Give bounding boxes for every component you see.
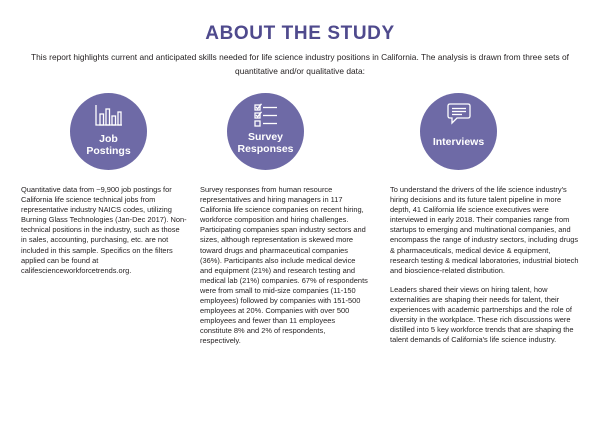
- survey-responses-label-line2: Responses: [237, 143, 294, 155]
- interviews-text: [390, 185, 580, 345]
- job-postings-badge: [70, 93, 147, 170]
- survey-responses-badge: [227, 93, 304, 170]
- speech-bubble-icon: [447, 103, 471, 125]
- bar-chart-icon: [95, 104, 123, 126]
- job-postings-label-line1: Job: [99, 133, 118, 145]
- survey-responses-text: [200, 185, 368, 347]
- interviews-paragraph-1: To understand the drivers of the life science industry's hiring decisions and its future talent pipeline in more depth, 41 California life science executives were interviewed in early 2018. Their companies range from startups to emerging and multinational companies, and encompass the range of industry sectors, including drugs & pharmaceuticals, medical device & equipment, research testing & medical laboratories, industrial biotech and bioscience-related distribution.: [390, 185, 579, 275]
- job-postings-text: [21, 185, 187, 276]
- page-title: ABOUT THE STUDY: [205, 23, 395, 44]
- survey-responses-paragraph: Survey responses from human resource representatives and hiring managers in 117 California life science companies on recent hiring, workforce composition and hiring challenges. Participating companies span industry sectors and sizes, although representation is skewed more toward drugs and pharmaceutical companies (36%). Participants also include medical device and equipment (21%) and research testing and medical lab (21%) companies. 67% of respondents were from small to mid-size companies (11-150 employees) followed by companies with 151-500 employees at 20%. Companies with over 500 employees and fewer than 11 employees constitute 8% and 2% of respondents, respectively.: [200, 185, 368, 346]
- checklist-icon: [254, 103, 278, 128]
- job-postings-label-line2: Postings: [86, 145, 131, 157]
- interviews-paragraph-2: Leaders shared their views on hiring talent, how externalities are shaping their needs for talent, their experiences with academic partnerships and the role of diversity in the workplace. These rich discussions were distilled into 5 key workforce trends that are shaping the talent demands of California's life science industry.: [390, 284, 574, 345]
- job-postings-paragraph: Quantitative data from ~9,900 job postings for California life science technical jobs from representative industry NAICS codes, utilizing Burning Glass Technologies (Jan-Dec 2017). Non-technical positions in the industry, such as those in sales, accounting, purchasing, etc. are not included in this sample. Specifics on the filters applied can be found at califescienceworkforcetrends.org.: [21, 185, 187, 275]
- intro-text: This report highlights current and anticipated skills needed for life science industry positions in California. The analysis is drawn from three sets of quantitative and/or qualitative data:: [31, 52, 569, 76]
- interviews-badge: [420, 93, 497, 170]
- interviews-label: Interviews: [432, 136, 485, 148]
- survey-responses-label-line1: Survey: [247, 131, 284, 143]
